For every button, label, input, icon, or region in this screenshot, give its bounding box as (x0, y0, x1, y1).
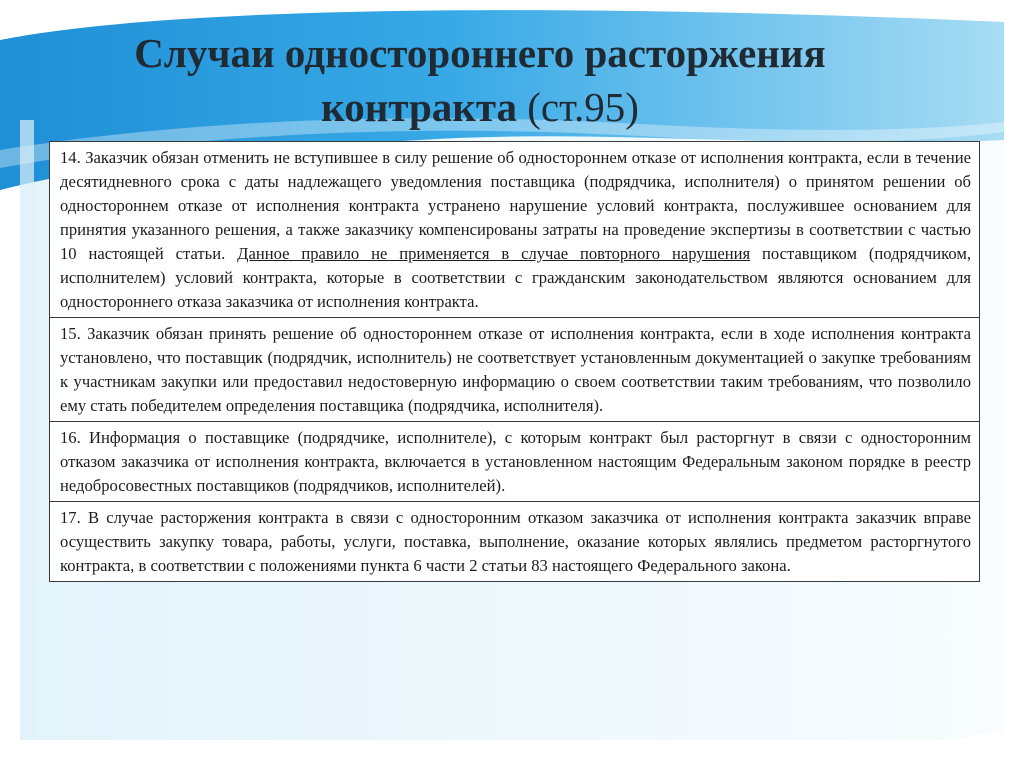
title-article-ref: (ст.95) (517, 84, 639, 130)
provision-14-underlined: Данное правило не применяется в случае повторного нарушения (237, 244, 751, 263)
table-row (50, 318, 980, 422)
page-title (0, 26, 960, 134)
title-line-2 (0, 80, 960, 134)
title-line-2-bold: контракта (321, 84, 518, 130)
provision-16: 16. Информация о поставщике (подрядчике, исполнителе), с которым контракт был расторгнут в связи с односторонним отказом заказчика от исполнения контракта, включается в установленном настоящим Федеральным законом порядке в реестр недобросовестных поставщиков (подрядчиков, исполнителей). (50, 422, 980, 502)
provision-14 (50, 142, 980, 318)
provision-15: 15. Заказчик обязан принять решение об одностороннем отказе от исполнения контракта, если в ходе исполнения контракта установлено, что поставщик (подрядчик, исполнитель) не соответствует установленным документацией о закупке требованиям к участникам закупки или предоставил недостоверную информацию о своем соответствии таким требованиям, что позволило ему стать победителем определения поставщика (подрядчика, исполнителя). (50, 318, 980, 422)
provision-17: 17. В случае расторжения контракта в связи с односторонним отказом заказчика от исполнения контракта заказчик вправе осуществить закупку товара, работы, услуги, поставка, выполнение, оказание которых являлись предметом расторгнутого контракта, в соответствии с положениями пункта 6 части 2 статьи 83 настоящего Федерального закона. (50, 502, 980, 582)
provision-14-text-b: поставщиком (подрядчиком, исполнителем) условий контракта, которые в соответствии с гражданским законодательством являются основанием для одностороннего отказа заказчика от исполнения контракта. (60, 244, 972, 311)
table-row (50, 502, 980, 582)
title-line-1: Случаи одностороннего расторжения (134, 30, 826, 76)
table-row (50, 142, 980, 318)
provision-14-text-a: 14. Заказчик обязан отменить не вступившее в силу решение об одностороннем отказе от исполнения контракта, если в течение десятидневного срока с даты надлежащего уведомления поставщика (подрядчика, исполнителя) о принятом решении об одностороннем отказе от исполнения контракта устранено нарушение условий контракта, послужившее основанием для принятия указанного решения, а также заказчику компенсированы затраты на проведение экспертизы в соответствии с частью 10 настоящей статьи. (60, 148, 971, 263)
provisions-table (49, 141, 980, 582)
table-row (50, 422, 980, 502)
